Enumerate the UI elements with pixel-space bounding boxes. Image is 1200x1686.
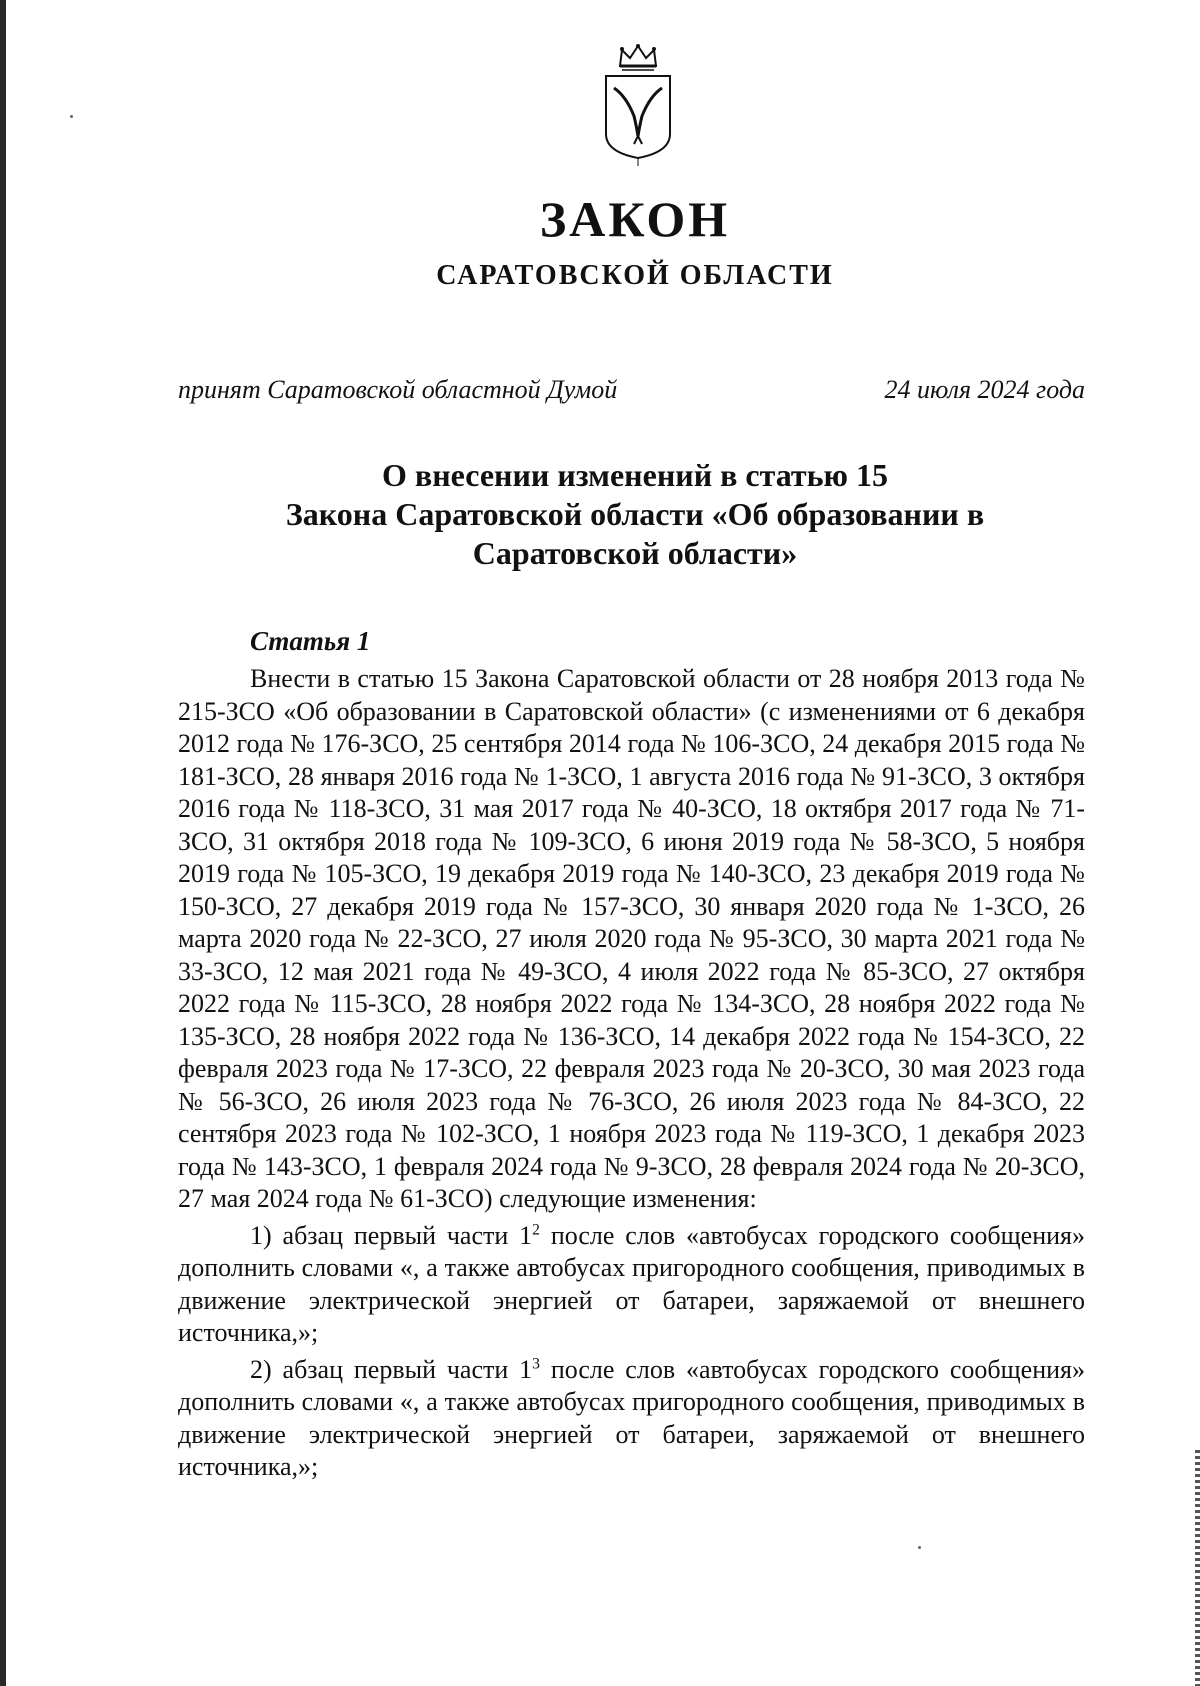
law-heading: [180, 456, 1090, 573]
article-item: [178, 1220, 1085, 1350]
scan-speck: [918, 1546, 921, 1549]
heading-line: Саратовской области»: [472, 535, 798, 571]
article-item: [178, 1354, 1085, 1484]
item-superscript: 2: [532, 1220, 540, 1238]
item-text: после слов «автобусах городского сообщения» дополнить словами «, а также автобусах пригородного сообщения, приводимых в движение электрической энергией от батареи, заряжаемой от внешнего источника,»;: [178, 1354, 1085, 1481]
scan-edge-left: [0, 0, 6, 1686]
article-body: [178, 663, 1085, 1484]
document-title: ЗАКОН: [539, 191, 731, 247]
item-text: 1) абзац первый части 1: [250, 1220, 533, 1250]
document-subtitle: САРАТОВСКОЙ ОБЛАСТИ: [436, 260, 834, 291]
article-title: Статья 1: [250, 626, 371, 656]
item-text: после слов «автобусах городского сообщения» дополнить словами «, а также автобусах пригородного сообщения, приводимых в движение электрической энергией от батареи, заряжаемой от внешнего источника,»;: [178, 1220, 1085, 1347]
adopted-by: принят Саратовской областной Думой: [178, 375, 618, 404]
article-intro: Внести в статью 15 Закона Саратовской области от 28 ноября 2013 года № 215-ЗСО «Об образовании в Саратовской области» (с изменениями от 6 декабря 2012 года № 176-ЗСО, 25 сентября 2014 года № 106-ЗСО, 24 декабря 2015 года № 181-ЗСО, 28 января 2016 года № 1-ЗСО, 1 августа 2016 года № 91-ЗСО, 3 октября 2016 года № 118-ЗСО, 31 мая 2017 года № 40-ЗСО, 18 октября 2017 года № 71-ЗСО, 31 октября 2018 года № 109-ЗСО, 6 июня 2019 года № 58-ЗСО, 5 ноября 2019 года № 105-ЗСО, 19 декабря 2019 года № 140-ЗСО, 23 декабря 2019 года № 150-ЗСО, 27 декабря 2019 года № 157-ЗСО, 30 января 2020 года № 1-ЗСО, 26 марта 2020 года № 22-ЗСО, 27 июля 2020 года № 95-ЗСО, 30 марта 2021 года № 33-ЗСО, 12 мая 2021 года № 49-ЗСО, 4 июля 2022 года № 85-ЗСО, 27 октября 2022 года № 115-ЗСО, 28 ноября 2022 года № 134-ЗСО, 28 ноября 2022 года № 135-ЗСО, 28 ноября 2022 года № 136-ЗСО, 14 декабря 2022 года № 154-ЗСО, 22 февраля 2023 года № 17-ЗСО, 22 февраля 2023 года № 20-ЗСО, 30 мая 2023 года № 56-ЗСО, 26 июля 2023 года № 76-ЗСО, 26 июля 2023 года № 84-ЗСО, 22 сентября 2023 года № 102-ЗСО, 1 ноября 2023 года № 119-ЗСО, 1 декабря 2023 года № 143-ЗСО, 1 февраля 2024 года № 9-ЗСО, 28 февраля 2024 года № 20-ЗСО, 27 мая 2024 года № 61-ЗСО) следующие изменения:: [178, 664, 1085, 1213]
item-superscript: 3: [532, 1354, 540, 1372]
heading-line: Закона Саратовской области «Об образовании в: [285, 496, 985, 532]
saratov-coat-of-arms-icon: [600, 44, 676, 170]
heading-line: О внесении изменений в статью 15: [382, 457, 888, 493]
item-text: 2) абзац первый части 1: [250, 1354, 533, 1384]
scan-speck: [70, 115, 73, 118]
adoption-date: 24 июля 2024 года: [884, 375, 1085, 404]
scan-edge-right: [1195, 1450, 1200, 1686]
